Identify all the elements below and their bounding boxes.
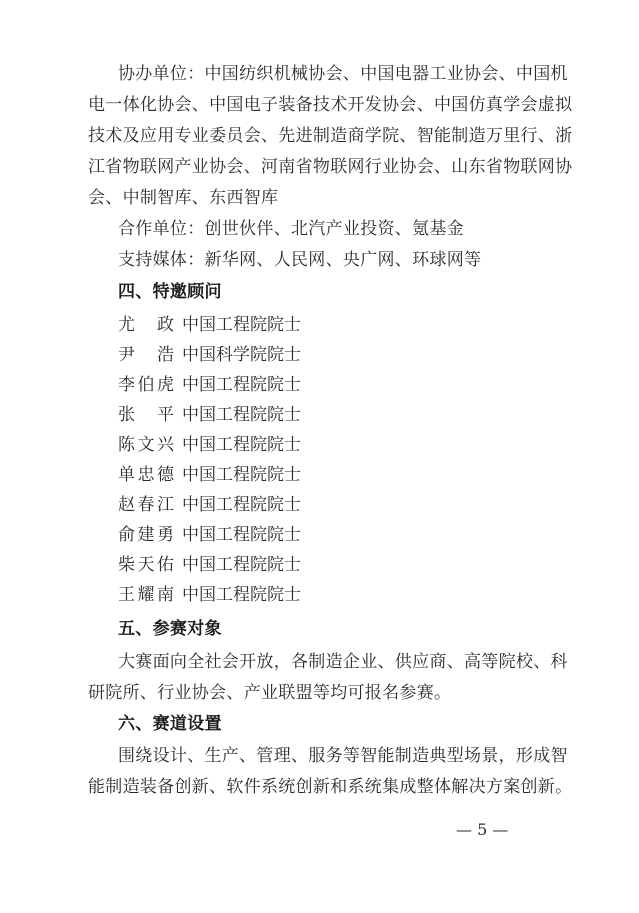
advisor-row (118, 345, 301, 365)
advisor-title: 中国工程院院士 (182, 405, 301, 425)
advisor-title: 中国工程院院士 (182, 375, 301, 395)
coorganizers-line-3: 技术及应用专业委员会、先进制造商学院、智能制造万里行、浙 (88, 126, 573, 146)
advisor-name: 俞建勇 (118, 525, 174, 545)
advisor-name: 张 平 (118, 405, 174, 425)
advisor-name: 柴天佑 (118, 555, 174, 575)
advisor-row (118, 315, 301, 335)
advisor-name: 单忠德 (118, 465, 174, 485)
coorganizers-line-2: 电一体化协会、中国电子装备技术开发协会、中国仿真学会虚拟 (88, 95, 573, 115)
participants-line-1: 大赛面向全社会开放，各制造企业、供应商、高等院校、科 (118, 652, 568, 672)
partners-line: 合作单位：创世伙伴、北汽产业投资、氪基金 (118, 219, 464, 239)
participants-line-2: 研院所、行业协会、产业联盟等均可报名参赛。 (88, 683, 452, 703)
advisor-title: 中国工程院院士 (182, 555, 301, 575)
advisor-name: 赵春江 (118, 495, 174, 515)
coorganizers-line-1: 协办单位：中国纺织机械协会、中国电器工业协会、中国机 (118, 64, 568, 84)
advisor-row (118, 375, 301, 395)
advisor-title: 中国工程院院士 (182, 525, 301, 545)
coorganizers-line-5: 会、中制智库、东西智库 (88, 188, 279, 208)
tracks-line-1: 围绕设计、生产、管理、服务等智能制造典型场景，形成智 (118, 746, 568, 766)
advisor-title: 中国工程院院士 (182, 495, 301, 515)
advisor-title: 中国工程院院士 (182, 465, 301, 485)
coorganizers-line-4: 江省物联网产业协会、河南省物联网行业协会、山东省物联网协 (88, 157, 573, 177)
page-number: — 5 — (456, 820, 509, 839)
advisor-title: 中国科学院院士 (182, 345, 301, 365)
section-heading-participants: 五、参赛对象 (118, 619, 222, 639)
advisor-name: 王耀南 (118, 585, 174, 605)
section-heading-tracks: 六、赛道设置 (118, 714, 222, 734)
advisor-row (118, 495, 301, 515)
advisor-row (118, 465, 301, 485)
advisor-name: 尹 浩 (118, 345, 174, 365)
advisor-row (118, 405, 301, 425)
advisor-title: 中国工程院院士 (182, 315, 301, 335)
advisor-name: 李伯虎 (118, 375, 174, 395)
tracks-line-2: 能制造装备创新、软件系统创新和系统集成整体解决方案创新。 (88, 777, 573, 797)
section-heading-advisors: 四、特邀顾问 (118, 282, 222, 302)
advisor-title: 中国工程院院士 (182, 585, 301, 605)
advisor-title: 中国工程院院士 (182, 435, 301, 455)
advisor-row (118, 525, 301, 545)
advisor-row (118, 585, 301, 605)
advisor-row (118, 435, 301, 455)
advisor-name: 陈文兴 (118, 435, 174, 455)
advisor-name: 尤 政 (118, 315, 174, 335)
media-line: 支持媒体：新华网、人民网、央广网、环球网等 (118, 250, 482, 270)
advisor-row (118, 555, 301, 575)
